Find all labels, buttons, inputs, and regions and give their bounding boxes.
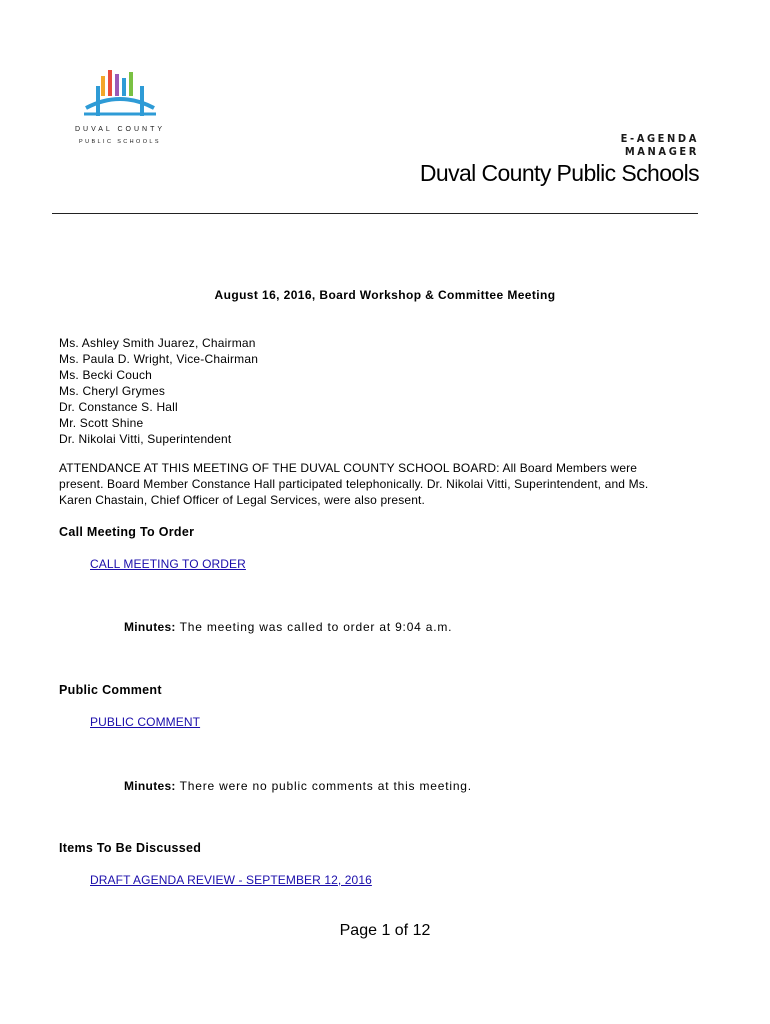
member-item: Ms. Paula D. Wright, Vice-Chairman <box>59 352 259 366</box>
minutes-label: Minutes: <box>124 779 176 793</box>
call-meeting-to-order-link[interactable]: CALL MEETING TO ORDER <box>90 557 246 571</box>
attendance-line: present. Board Member Constance Hall participated telephonically. Dr. Nikolai Vitti, Superintendent, and Ms. <box>59 477 649 491</box>
attendance-line: ATTENDANCE AT THIS MEETING OF THE DUVAL COUNTY SCHOOL BOARD: All Board Members were <box>59 461 638 475</box>
member-item: Ms. Cheryl Grymes <box>59 384 166 398</box>
member-item: Ms. Becki Couch <box>59 368 153 382</box>
agenda-manager-label: E-AGENDA MANAGER <box>620 132 699 158</box>
minutes-text: The meeting was called to order at 9:04 a.m. <box>179 620 453 634</box>
district-logo <box>70 68 170 152</box>
member-item: Dr. Constance S. Hall <box>59 400 178 414</box>
bridge-logo-icon <box>82 68 158 122</box>
section-heading-call-to-order: Call Meeting To Order <box>59 525 195 539</box>
public-comment-link[interactable]: PUBLIC COMMENT <box>90 715 201 729</box>
attendance-line: Karen Chastain, Chief Officer of Legal Services, were also present. <box>59 493 426 507</box>
member-item: Dr. Nikolai Vitti, Superintendent <box>59 432 232 446</box>
header-title: Duval County Public Schools <box>419 160 699 186</box>
logo-text-line2: PUBLIC SCHOOLS <box>79 139 161 145</box>
section-heading-items-discussed: Items To Be Discussed <box>59 841 202 855</box>
meeting-title: August 16, 2016, Board Workshop & Committee Meeting <box>214 288 556 302</box>
header-divider <box>52 213 698 214</box>
logo-text-line1: DUVAL COUNTY <box>74 126 166 133</box>
member-list <box>59 335 258 447</box>
attendance-statement <box>59 460 699 508</box>
minutes-label: Minutes: <box>124 620 176 634</box>
member-item: Mr. Scott Shine <box>59 416 144 430</box>
section-heading-public-comment: Public Comment <box>59 683 162 697</box>
draft-agenda-review-link[interactable]: DRAFT AGENDA REVIEW - SEPTEMBER 12, 2016 <box>90 873 372 887</box>
minutes-text: There were no public comments at this meeting. <box>179 779 472 793</box>
member-item: Ms. Ashley Smith Juarez, Chairman <box>59 336 256 350</box>
minutes-public-comment <box>124 779 472 793</box>
page-number: Page 1 of 12 <box>339 922 431 939</box>
minutes-call-to-order <box>124 620 452 634</box>
